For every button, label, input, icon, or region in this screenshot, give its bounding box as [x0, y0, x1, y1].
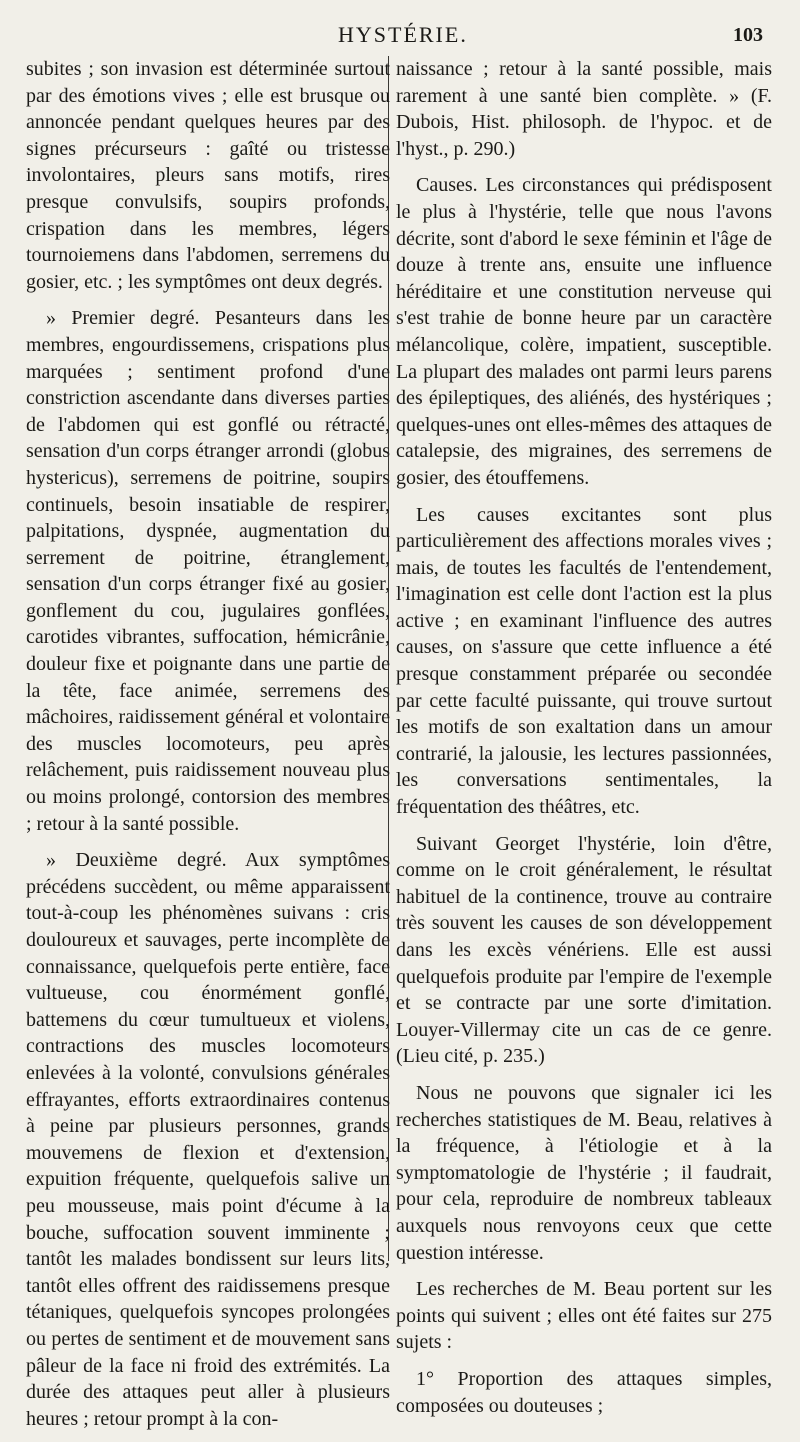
- running-title: HYSTÉRIE.: [338, 22, 468, 47]
- right-column: [396, 56, 772, 1429]
- paragraph: naissance ; retour à la santé possible, mais rarement à une santé bien complète. » (F. Dubois, Hist. philosoph. de l'hypoc. et de l'hyst., p. 290.): [396, 58, 772, 160]
- paragraph: Nous ne pouvons que signaler ici les recherches statistiques de M. Beau, relatives à la fréquence, à l'étiologie et à la symptomatologie de l'hystérie ; il faudrait, pour cela, reproduire de nombreux tableaux auxquels nous renvoyons ceux que cette question intéresse.: [396, 1081, 772, 1264]
- paragraph: Les recherches de M. Beau portent sur les points qui suivent ; elles ont été faites sur 275 sujets :: [396, 1278, 772, 1354]
- paragraph: 1° Proportion des attaques simples, composées ou douteuses ;: [396, 1367, 772, 1417]
- paragraph: Suivant Georget l'hystérie, loin d'être, comme on le croit généralement, le résultat habituel de la continence, trouve au contraire très souvent les causes de son développement dans les excès vénériens. Elle est aussi quelquefois produite par l'empire de l'exemple et se contracte par une sorte d'imitation. Louyer-Villermay cite un cas de ce genre. (Lieu cité, p. 235.): [396, 832, 772, 1068]
- page-header: [0, 22, 800, 52]
- page-number: 103: [733, 24, 763, 46]
- paragraph: Les causes excitantes sont plus particulièrement des affections morales vives ; mais, de toutes les facultés de l'entendement, l'imagination est celle dont l'action est la plus active ; en examinant l'influence des autres causes, on s'assure que cette influence a été presque constamment préparée ou secondée par cette faculté puissante, qui trouve surtout les motifs de son exaltation dans un amour contrarié, la jalousie, les lectures passionnées, les conversations sentimentales, la fréquentation des théâtres, etc.: [396, 503, 772, 819]
- paragraph: » Deuxième degré. Aux symptômes précédens succèdent, ou même apparaissent tout-à-coup les phénomènes suivans : cris douloureux et sauvages, perte incomplète de connaissance, quelquefois perte entière, face vultueuse, cou énormément gonflé, battemens du cœur tumultueux et violens, contractions des muscles locomoteurs enlevées à la volonté, convulsions générales effrayantes, efforts extraordinaires contenus à peine par plusieurs personnes, grands mouvemens de flexion et d'extension, expuition fréquente, quelquefois salive un peu mousseuse, mais point d'écume à la bouche, suffocation souvent imminente ; tantôt les malades bondissent sur leurs lits, tantôt elles offrent des raidissemens presque tétaniques, quelquefois syncopes prolongées ou pertes de sentiment et de mouvement sans pâleur de la face ni froid des extrémités. La durée des attaques peut aller à plusieurs heures ; retour prompt à la con-: [26, 849, 390, 1430]
- paragraph: subites ; son invasion est déterminée surtout par des émotions vives ; elle est brusque ou annoncée pendant quelques heures par des signes précurseurs : gaîté ou tristesse involontaires, pleurs sans motifs, rires presque convulsifs, soupirs profonds, crispation dans les membres, légers tournoiemens dans l'abdomen, serremens du gosier, etc. ; les symptômes ont deux degrés.: [26, 58, 390, 293]
- paragraph: Causes. Les circonstances qui prédisposent le plus à l'hystérie, telle que nous l'avons décrite, sont d'abord le sexe féminin et l'âge de douze à trente ans, ensuite une influence héréditaire et une constitution nerveuse qui s'est trahie de bonne heure par un caractère mélancolique, colère, impatient, susceptible. La plupart des malades ont parmi leurs parens des épileptiques, des aliénés, des hystériques ; quelques-unes ont elles-mêmes des attaques de catalepsie, des migraines, des serremens de gosier, des étouffemens.: [396, 174, 772, 489]
- paragraph: » Premier degré. Pesanteurs dans les membres, engourdissemens, crispations plus marquées ; sentiment profond d'une constriction ascendante dans diverses parties de l'abdomen qui est gonflé ou rétracté, sensation d'un corps étranger arrondi (globus hystericus), serremens de poitrine, soupirs continuels, besoin insatiable de respirer, palpitations, dyspnée, augmentation du serrement de poitrine, étranglement, sensation d'un corps étranger fixé au gosier, gonflement du cou, jugulaires gonflées, carotides vibrantes, suffocation, hémicrânie, douleur fixe et poignante dans une partie de la tête, face animée, serremens des mâchoires, raidissement général et volontaire des muscles locomoteurs, peu après relâchement, puis raidissement nouveau plus ou moins prolongé, contorsion des membres ; retour à la santé possible.: [26, 307, 390, 835]
- left-column: [26, 56, 390, 1442]
